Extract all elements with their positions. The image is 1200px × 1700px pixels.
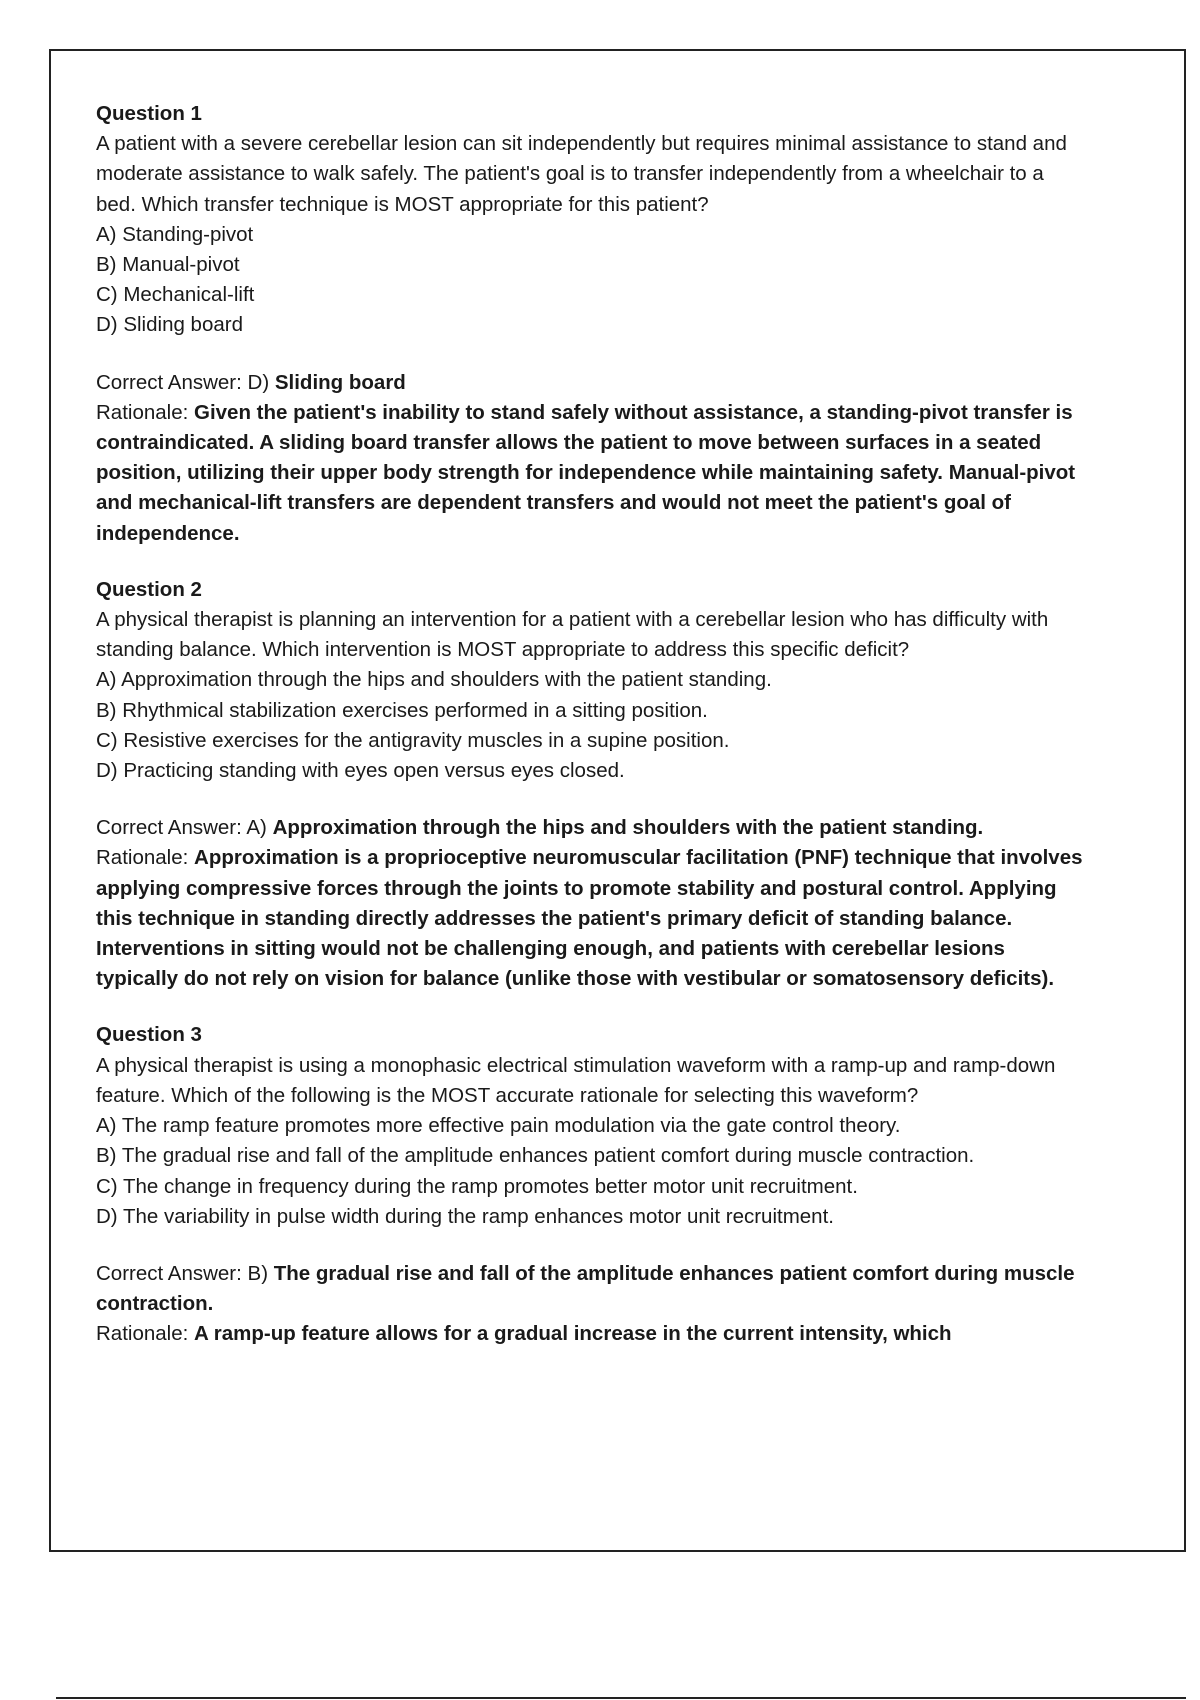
rationale xyxy=(96,398,1086,549)
answer-block xyxy=(96,813,1086,994)
option-a: A) Approximation through the hips and shoulders with the patient standing. xyxy=(96,668,772,692)
correct-answer-text: The gradual rise and fall of the amplitude enhances patient comfort during muscle contraction. xyxy=(96,1261,1075,1316)
rationale-label: Rationale: xyxy=(96,400,189,424)
rationale-text: Given the patient's inability to stand safely without assistance, a standing-pivot transfer is contraindicated. A sliding board transfer allows the patient to move between surfaces in a seated position, utilizing their upper body strength for independence while maintaining safety. Manual-pivot and mechanical-lift transfers are dependent transfers and would not meet the patient's goal of independence. xyxy=(96,400,1076,545)
question-2 xyxy=(96,575,1086,995)
question-stem: A patient with a severe cerebellar lesion can sit independently but requires minimal assistance to stand and moderate assistance to walk safely. The patient's goal is to transfer independently from a wheelchair to a bed. Which transfer technique is MOST appropriate for this patient? xyxy=(96,132,1067,216)
question-title: Question 3 xyxy=(96,1023,202,1047)
rationale-text: Approximation is a proprioceptive neuromuscular facilitation (PNF) technique that involves applying compressive forces through the joints to promote stability and postural control. Applying this technique in standing directly addresses the patient's primary deficit of standing balance. Interventions in sitting would not be challenging enough, and patients with cerebellar lesions typically do not rely on vision for balance (unlike those with vestibular or somatosensory deficits). xyxy=(96,846,1083,991)
answer-block xyxy=(96,368,1086,549)
option-d: D) Practicing standing with eyes open versus eyes closed. xyxy=(96,759,625,783)
document-content xyxy=(96,99,1086,1376)
option-c: C) Resistive exercises for the antigravity muscles in a supine position. xyxy=(96,728,730,752)
option-a: A) The ramp feature promotes more effective pain modulation via the gate control theory. xyxy=(96,1114,901,1138)
rationale-label: Rationale: xyxy=(96,846,189,870)
answer-options xyxy=(96,220,1086,341)
correct-answer-label: Correct Answer: A) xyxy=(96,816,267,840)
question-stem: A physical therapist is planning an intervention for a patient with a cerebellar lesion who has difficulty with standing balance. Which intervention is MOST appropriate to address this specific deficit? xyxy=(96,608,1049,662)
question-3 xyxy=(96,1020,1086,1349)
answer-options xyxy=(96,665,1086,786)
rationale-text: A ramp-up feature allows for a gradual increase in the current intensity, which xyxy=(194,1322,952,1346)
option-d: D) Sliding board xyxy=(96,313,243,337)
correct-answer xyxy=(96,368,1086,398)
option-a: A) Standing-pivot xyxy=(96,222,254,246)
answer-options xyxy=(96,1111,1086,1232)
correct-answer-label: Correct Answer: D) xyxy=(96,370,270,394)
correct-answer-label: Correct Answer: B) xyxy=(96,1261,269,1285)
question-title: Question 1 xyxy=(96,102,202,125)
footer-divider xyxy=(56,1697,1186,1699)
option-b: B) Manual-pivot xyxy=(96,253,240,277)
answer-block xyxy=(96,1259,1086,1350)
option-c: C) Mechanical-lift xyxy=(96,283,255,307)
question-title: Question 2 xyxy=(96,577,202,601)
question-stem: A physical therapist is using a monophasic electrical stimulation waveform with a ramp-up and ramp-down feature. Which of the following is the MOST accurate rationale for selecting this waveform? xyxy=(96,1053,1056,1107)
rationale-label: Rationale: xyxy=(96,1322,189,1346)
option-b: B) Rhythmical stabilization exercises performed in a sitting position. xyxy=(96,698,708,722)
option-c: C) The change in frequency during the ramp promotes better motor unit recruitment. xyxy=(96,1174,858,1198)
correct-answer xyxy=(96,813,1086,843)
rationale xyxy=(96,1319,1086,1349)
question-1 xyxy=(96,99,1086,549)
correct-answer xyxy=(96,1259,1086,1319)
correct-answer-text: Approximation through the hips and shoulders with the patient standing. xyxy=(272,816,984,840)
rationale xyxy=(96,843,1086,994)
correct-answer-text: Sliding board xyxy=(274,370,406,394)
option-d: D) The variability in pulse width during the ramp enhances motor unit recruitment. xyxy=(96,1204,834,1228)
option-b: B) The gradual rise and fall of the amplitude enhances patient comfort during muscle contraction. xyxy=(96,1144,975,1168)
